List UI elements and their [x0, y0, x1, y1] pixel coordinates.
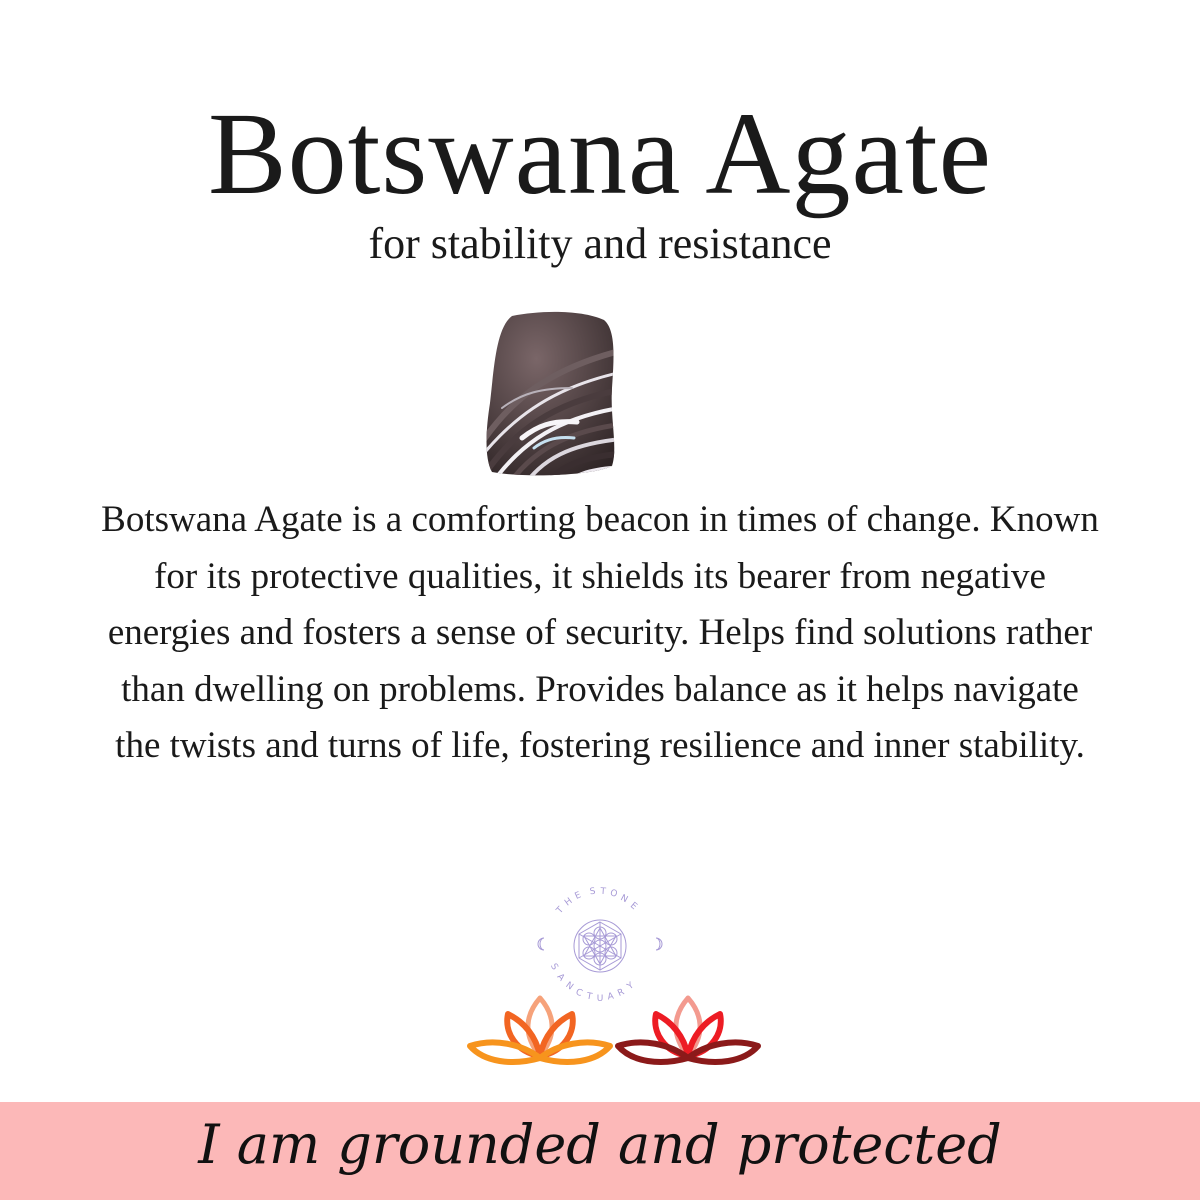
agate-stone-image [482, 308, 618, 478]
svg-text:C: C [573, 987, 584, 1000]
svg-text:U: U [596, 994, 604, 1004]
lotus-right-icon [612, 992, 764, 1072]
svg-text:A: A [554, 972, 567, 984]
svg-text:S: S [547, 962, 560, 972]
page-subtitle: for stability and resistance [368, 219, 832, 268]
svg-text:R: R [616, 987, 627, 1000]
affirmation-text: I am grounded and protected [198, 1113, 1002, 1176]
svg-text:T: T [600, 886, 607, 898]
svg-text:T: T [554, 905, 567, 917]
page-title: Botswana Agate [207, 88, 993, 219]
svg-text:E: E [573, 890, 583, 902]
svg-text:H: H [563, 896, 575, 909]
svg-text:N: N [618, 893, 630, 906]
svg-text:E: E [627, 900, 639, 913]
svg-text:N: N [563, 980, 575, 993]
stone-description: Botswana Agate is a comforting beacon in times of change. Known for its protective qualities, it shields its bearer from negative energies and fosters a sense of security. Helps find solutions rather than dwelling on problems. Provides balance as it helps navigate the twists and turns of life, fostering resilience and inner stability. [101, 499, 1099, 766]
svg-text:S: S [589, 886, 597, 898]
lotus-left-icon [466, 992, 614, 1072]
svg-text:Y: Y [625, 980, 636, 993]
svg-text:A: A [606, 991, 615, 1003]
svg-text:O: O [608, 888, 619, 900]
svg-text:T: T [585, 991, 593, 1003]
